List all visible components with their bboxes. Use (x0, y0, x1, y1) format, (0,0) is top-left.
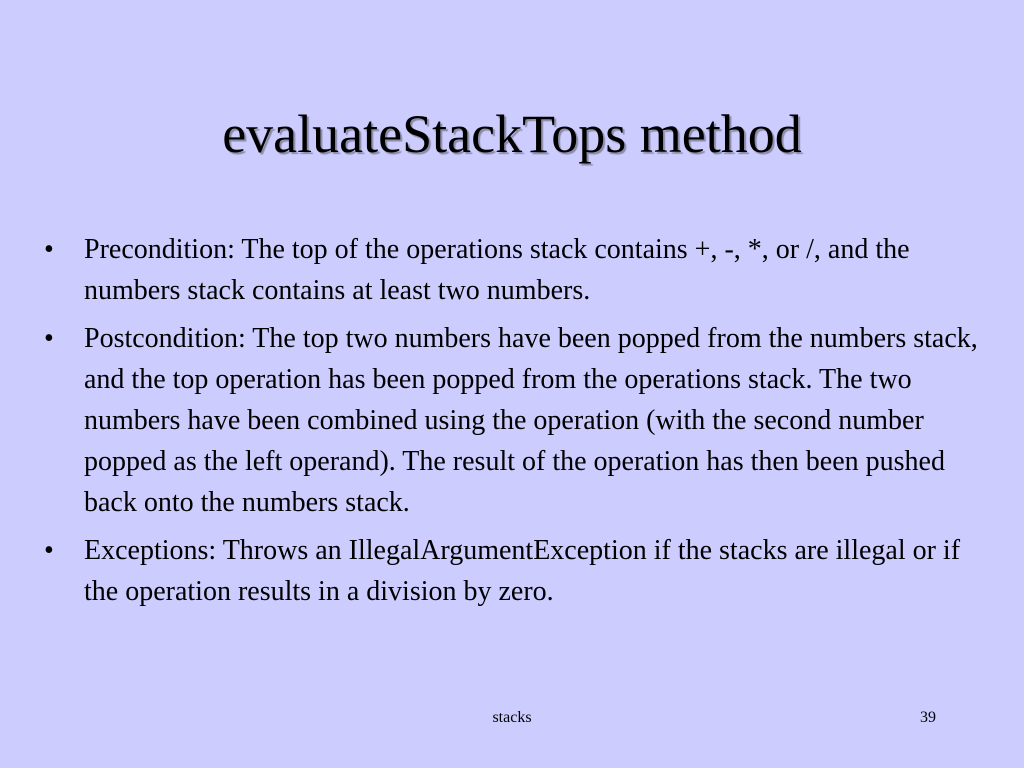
bullet-dot-icon: • (44, 535, 54, 566)
bullet-dot-icon: • (44, 234, 54, 265)
footer-label: stacks (492, 709, 532, 726)
slide-title: evaluateStackTops method (222, 104, 802, 164)
page-number: 39 (920, 709, 936, 726)
bullet-item-precondition (44, 229, 994, 311)
bullet-text: Exceptions: Throws an IllegalArgumentException if the stacks are illegal or if the operation results in a division by zero. (84, 535, 961, 607)
bullet-text: Postcondition: The top two numbers have been popped from the numbers stack, and the top operation has been popped from the operations stack. The two numbers have been combined using the operation (with the second number popped as the left operand). The result of the operation has then been pushed back onto the numbers stack. (84, 323, 978, 518)
bullet-text: Precondition: The top of the operations stack contains +, -, *, or /, and the numbers stack contains at least two numbers. (84, 234, 910, 306)
bullet-item-exceptions (44, 530, 994, 612)
bullet-dot-icon: • (44, 323, 54, 354)
bullet-item-postcondition (44, 318, 994, 523)
bullet-list (44, 229, 994, 619)
